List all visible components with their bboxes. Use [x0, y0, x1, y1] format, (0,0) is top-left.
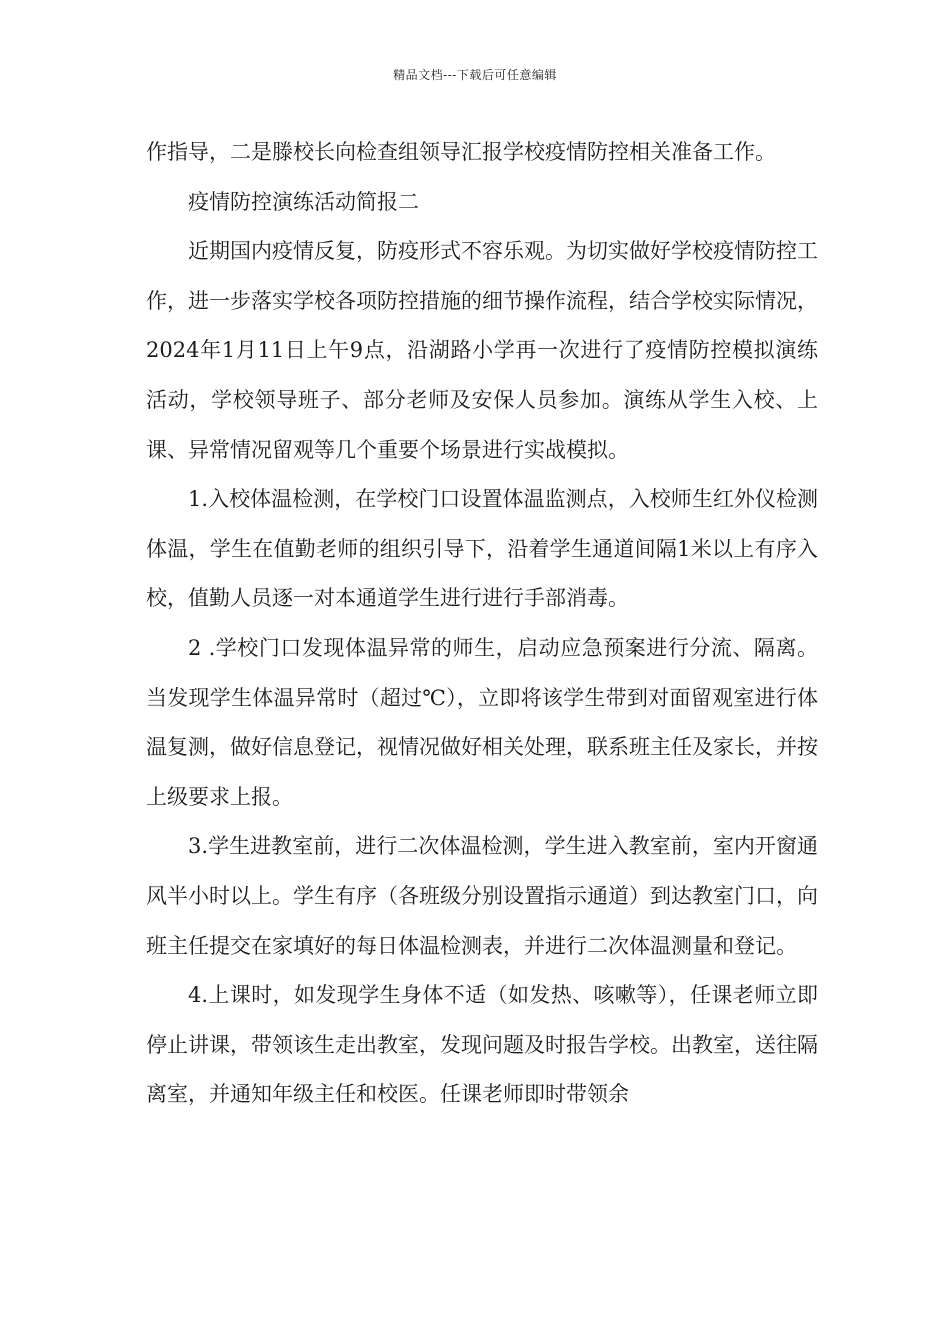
paragraph-item-2: 2 .学校门口发现体温异常的师生，启动应急预案进行分流、隔离。当发现学生体温异常时（超过℃），立即将该学生带到对面留观室进行体温复测，做好信息登记，视情况做好相关处理，联系班主任及家长，并按上级要求上报。 — [146, 635, 818, 809]
page-header: 精品文档---下载后可任意编辑 — [393, 68, 557, 82]
paragraph-continuation: 作指导，二是滕校长向检查组领导汇报学校疫情防控相关准备工作。 — [146, 140, 776, 164]
paragraph-item-3: 3.学生进教室前，进行二次体温检测，学生进入教室前，室内开窗通风半小时以上。学生有序（各班级分别设置指示通道）到达教室门口，向班主任提交在家填好的每日体温检测表，并进行二次体温测量和登记。 — [146, 834, 818, 958]
paragraph-item-4: 4.上课时，如发现学生身体不适（如发热、咳嗽等），任课老师立即停止讲课，带领该生走出教室，发现问题及时报告学校。出教室，送往隔离室，并通知年级主任和校医。任课老师即时带领余 — [146, 983, 818, 1107]
paragraph-item-1: 1.入校体温检测，在学校门口设置体温监测点，入校师生红外仪检测体温，学生在值勤老师的组织引导下，沿着学生通道间隔1米以上有序入校，值勤人员逐一对本通道学生进行进行手部消毒。 — [146, 487, 818, 611]
section-title: 疫情防控演练活动简报二 — [188, 189, 419, 214]
document-body — [146, 128, 818, 1120]
paragraph-intro: 近期国内疫情反复，防疫形式不容乐观。为切实做好学校疫情防控工作，进一步落实学校各项防控措施的细节操作流程，结合学校实际情况，2024年1月11日上午9点，沿湖路小学再一次进行了疫情防控模拟演练活动，学校领导班子、部分老师及安保人员参加。演练从学生入校、上课、异常情况留观等几个重要个场景进行实战模拟。 — [146, 239, 818, 462]
